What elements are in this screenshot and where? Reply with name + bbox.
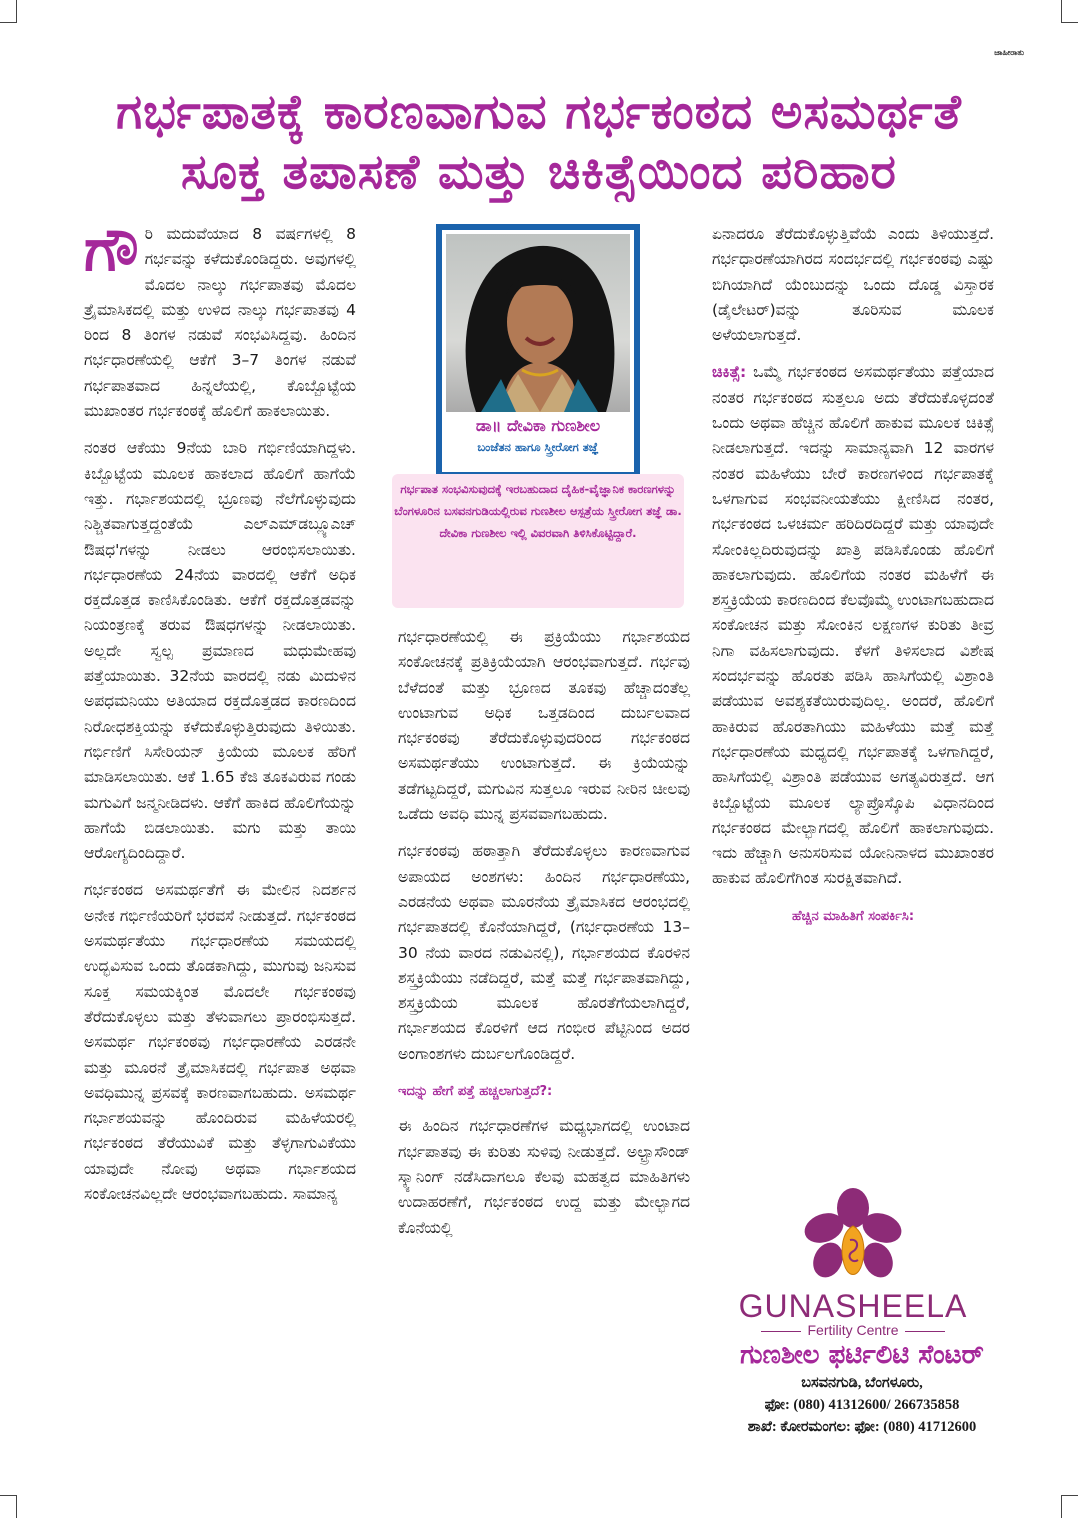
crop-mark-bottom-right [1061,1495,1078,1518]
branch-phone: ಶಾಖೆ: ಕೋರಮಂಗಲ: ಫೋ: (080) 41712600 [747,1419,977,1435]
headline-line-1: ಗರ್ಭಪಾತಕ್ಕೆ ಕಾರಣವಾಗುವ ಗರ್ಭಕಂಠದ ಅಸಮರ್ಥತೆ [116,84,962,140]
logo-wordmark: GUNASHEELA [738,1288,968,1324]
treatment-label: ಚಿಕಿತ್ಸೆ: [712,363,747,382]
intro-box: ಗರ್ಭಪಾತ ಸಂಭವಿಸುವುದಕ್ಕೆ ಇರಬಹುದಾದ ದೈಹಿಕ-ವೈಜ್ಞಾನಿಕ ಕಾರಣಗಳನ್ನು ಬೆಂಗಳೂರಿನ ಬಸವನಗುಡಿಯಲ್ಲಿರುವ ಗುಣಶೀಲ ಆಸ್ಪತ್ರೆಯ ಸ್ತ್ರೀರೋಗ ತಜ್ಞೆ ಡಾ. ದೇವಿಕಾ ಗುಣಶೀಲ ಇಲ್ಲಿ ವಿವರವಾಗಿ ತಿಳಿಸಿಕೊಟ್ಟಿದ್ದಾರೆ. [392,474,684,608]
orchid-flower-icon [712,1188,994,1288]
logo-tagline [712,1322,994,1338]
contact-block [712,1338,1012,1438]
gunasheela-logo [712,1188,994,1338]
article-column-right [712,222,994,929]
crop-mark-bottom-left [0,1495,17,1518]
paragraph: ಈ ಹಿಂದಿನ ಗರ್ಭಧಾರಣೆಗಳ ಮಧ್ಯಭಾಗದಲ್ಲಿ ಉಂಟಾದ ಗರ್ಭಪಾತವು ಈ ಕುರಿತು ಸುಳಿವು ನೀಡುತ್ತದೆ. ಅಲ್ಟ್ರಾಸೌಂಡ್ ಸ್ಕ್ಯಾನಿಂಗ್ ನಡೆಸಿದಾಗಲೂ ಕೆಲವು ಮಹತ್ವದ ಮಾಹಿತಿಗಳು ಉದಾಹರಣೆಗೆ, ಗರ್ಭಕಂಠದ ಉದ್ದ ಮತ್ತು ಮೇಲ್ಭಾಗದ ಕೊನೆಯಲ್ಲಿ [398,1117,690,1237]
doctor-name: ಡಾ॥ ದೇವಿಕಾ ಗುಣಶೀಲ [475,416,601,435]
doctor-portrait-image [446,234,630,412]
divider [761,1331,801,1332]
treatment-text: ಒಮ್ಮೆ ಗರ್ಭಕಂಠದ ಅಸಮರ್ಥತೆಯು ಪತ್ತೆಯಾದ ನಂತರ ಗರ್ಭಕಂಠದ ಸುತ್ತಲೂ ಅದು ತೆರೆದುಕೊಳ್ಳದಂತೆ ಒಂದು ಅಥವಾ ಹೆಚ್ಚಿನ ಹೊಲಿಗೆ ಹಾಕುವ ಮೂಲಕ ಚಿಕಿತ್ಸೆ ನೀಡಲಾಗುತ್ತದೆ. ಇದನ್ನು ಸಾಮಾನ್ಯವಾಗಿ 12 ವಾರಗಳ ನಂತರ ಮಹಿಳೆಯು ಬೇರೆ ಕಾರಣಗಳಿಂದ ಗರ್ಭಪಾತಕ್ಕೆ ಒಳಗಾಗುವ ಸಂಭವನೀಯತೆಯು ಕ್ಷೀಣಿಸಿದ ನಂತರ, ಗರ್ಭಕಂಠದ ಒಳಚರ್ಮ ಹರಿದಿರದಿದ್ದರೆ ಮತ್ತು ಯಾವುದೇ ಸೋಂಕಿಲ್ಲದಿರುವುದನ್ನು ಖಾತ್ರಿ ಪಡಿಸಿಕೊಂಡು ಹೊಲಿಗೆ ಹಾಕಲಾಗುವುದು. ಹೊಲಿಗೆಯ ನಂತರ ಮಹಿಳೆಗೆ ಈ ಶಸ್ತ್ರಕ್ರಿಯೆಯ ಕಾರಣದಿಂದ ಕೆಲವೊಮ್ಮೆ ಉಂಟಾಗಬಹುದಾದ ಸಂಕೋಚನ ಮತ್ತು ಸೋಂಕಿನ ಲಕ್ಷಣಗಳ ಕುರಿತು ತೀವ್ರ ನಿಗಾ ವಹಿಸಲಾಗುವುದು. ಕೆಳಗೆ ತಿಳಿಸಲಾದ ವಿಶೇಷ ಸಂದರ್ಭವನ್ನು ಹೊರತು ಪಡಿಸಿ ಹಾಸಿಗೆಯಲ್ಲಿ ವಿಶ್ರಾಂತಿ ಪಡೆಯುವ ಅವಶ್ಯಕತೆಯಿರುವುದಿಲ್ಲ. ಅಂದರೆ, ಹೊಲಿಗೆ ಹಾಕಿರುವ ಹೊರತಾಗಿಯು ಮಹಿಳೆಯು ಮತ್ತೆ ಮತ್ತೆ ಗರ್ಭಧಾರಣೆಯ ಮಧ್ಯದಲ್ಲಿ ಗರ್ಭಪಾತಕ್ಕೆ ಒಳಗಾಗಿದ್ದರೆ, ಹಾಸಿಗೆಯಲ್ಲಿ ವಿಶ್ರಾಂತಿ ಪಡೆಯುವ ಅಗತ್ಯವಿರುತ್ತದೆ. ಆಗ ಕಿಬ್ಬೊಟ್ಟೆಯ ಮೂಲಕ ಲ್ಯಾಪ್ರೊಸ್ಕೊಪಿ ವಿಧಾನದಿಂದ ಗರ್ಭಕಂಠದ ಮೇಲ್ಭಾಗದಲ್ಲಿ ಹೊಲಿಗೆ ಹಾಕಲಾಗುವುದು. ಇದು ಹೆಚ್ಚಾಗಿ ಅನುಸರಿಸುವ ಯೋನಿನಾಳದ ಮುಖಾಂತರ ಹಾಕುವ ಹೊಲಿಗೆಗಿಂತ ಸುರಕ್ಷಿತವಾಗಿದೆ. [712,363,994,888]
paragraph: ಏನಾದರೂ ತೆರೆದುಕೊಳ್ಳುತ್ತಿವೆಯೆ ಎಂದು ತಿಳಿಯುತ್ತದೆ. ಗರ್ಭಧಾರಣೆಯಾಗಿರದ ಸಂದರ್ಭದಲ್ಲಿ ಗರ್ಭಕಂಠವು ಎಷ್ಟು ಬಿಗಿಯಾಗಿದೆ ಯೆಂಬುದನ್ನು ಒಂದು ದೊಡ್ಡ ವಿಸ್ತಾರಕ (ಡೈಲೇಟರ್)ವನ್ನು ತೂರಿಸುವ ಮೂಲಕ ಅಳೆಯಲಾಗುತ್ತದೆ. [712,225,994,345]
divider [905,1331,945,1332]
doctor-role: ಬಂಜೆತನ ಹಾಗೂ ಸ್ತ್ರೀರೋಗ ತಜ್ಞೆ [477,440,599,454]
address: ಬಸವನಗುಡಿ, ಬೆಂಗಳೂರು, [801,1375,923,1391]
paragraph: ಗರ್ಭಕಂಠದ ಅಸಮರ್ಥತೆಗೆ ಈ ಮೇಲಿನ ನಿದರ್ಶನ ಅನೇಕ ಗರ್ಭಿಣಿಯರಿಗೆ ಭರವಸೆ ನೀಡುತ್ತದೆ. ಗರ್ಭಕಂಠದ ಅಸಮರ್ಥತೆಯು ಗರ್ಭಧಾರಣೆಯ ಸಮಯದಲ್ಲಿ ಉದ್ಭವಿಸುವ ಒಂದು ತೊಡಕಾಗಿದ್ದು, ಮುಗುವು ಜನಿಸುವ ಸೂಕ್ತ ಸಮಯಕ್ಕಿಂತ ಮೊದಲೇ ಗರ್ಭಕಂಠವು ತೆರೆದುಕೊಳ್ಳಲು ಮತ್ತು ತೆಳುವಾಗಲು ಪ್ರಾರಂಭಿಸುತ್ತದೆ. ಅಸಮರ್ಥ ಗರ್ಭಕಂಠವು ಗರ್ಭಧಾರಣೆಯ ಎರಡನೇ ಮತ್ತು ಮೂರನೆ ತ್ರೈಮಾಸಿಕದಲ್ಲಿ ಗರ್ಭಪಾತ ಅಥವಾ ಅವಧಿಮುನ್ನ ಪ್ರಸವಕ್ಕೆ ಕಾರಣವಾಗಬಹುದು. ಅಸಮರ್ಥ ಗರ್ಭಾಶಯವನ್ನು ಹೊಂದಿರುವ ಮಹಿಳೆಯರಲ್ಲಿ ಗರ್ಭಕಂಠದ ತೆರೆಯುವಿಕೆ ಮತ್ತು ತೆಳ್ಳಗಾಗುವಿಕೆಯು ಯಾವುದೇ ನೋವು ಅಥವಾ ಗರ್ಭಾಶಯದ ಸಂಕೋಚನವಿಲ್ಲದೇ ಆರಂಭವಾಗಬಹುದು. ಸಾಮಾನ್ಯ [84,881,356,1203]
subheading-detection: ಇದನ್ನು ಹೇಗೆ ಪತ್ತೆ ಹಚ್ಚಲಾಗುತ್ತದೆ?: [398,1084,553,1100]
center-name: ಗುಣಶೀಲ ಫರ್ಟಿಲಿಟಿ ಸೆಂಟರ್ [740,1340,984,1370]
article-column-left [84,215,356,1219]
crop-mark-top-left [0,0,17,23]
headline-line-2: ಸೂಕ್ತ ತಪಾಸಣೆ ಮತ್ತು ಚಿಕಿತ್ಸೆಯಿಂದ ಪರಿಹಾರ [181,144,897,200]
paragraph [84,215,356,424]
logo-tagline-text: Fertility Centre [807,1322,899,1338]
drop-cap: ಗೌ [84,215,139,285]
paragraph-text: ರಿ ಮದುವೆಯಾದ 8 ವರ್ಷಗಳಲ್ಲಿ 8 ಗರ್ಭವನ್ನು ಕಳೆದುಕೊಂಡಿದ್ದರು. ಅವುಗಳಲ್ಲಿ ಮೊದಲ ನಾಲ್ಕು ಗರ್ಭಪಾತವು ಮೊದಲ ತ್ರೈಮಾಸಿಕದಲ್ಲಿ ಮತ್ತು ಉಳಿದ ನಾಲ್ಕು ಗರ್ಭಪಾತವು 4 ರಿಂದ 8 ತಿಂಗಳ ನಡುವೆ ಸಂಭವಿಸಿದ್ದವು. ಹಿಂದಿನ ಗರ್ಭಧಾರಣೆಯಲ್ಲಿ ಆಕೆಗೆ 3–7 ತಿಂಗಳ ನಡುವೆ ಗರ್ಭಪಾತವಾದ ಹಿನ್ನಲೆಯಲ್ಲಿ, ಕೊಬ್ಬೊಟ್ಟೆಯ ಮುಖಾಂತರ ಗರ್ಭಕಂಠಕ್ಕೆ ಹೊಲಿಗೆ ಹಾಕಲಾಯಿತು. [84,225,356,421]
article-column-middle [398,625,690,1253]
paragraph: ಗರ್ಭಧಾರಣೆಯಲ್ಲಿ ಈ ಪ್ರಕ್ರಿಯೆಯು ಗರ್ಭಾಶಯದ ಸಂಕೋಚನಕ್ಕೆ ಪ್ರತಿಕ್ರಿಯೆಯಾಗಿ ಆರಂಭವಾಗುತ್ತದೆ. ಗರ್ಭವು ಬೆಳೆದಂತೆ ಮತ್ತು ಭ್ರೂಣದ ತೂಕವು ಹೆಚ್ಚಾದಂತೆಲ್ಲ ಉಂಟಾಗುವ ಅಧಿಕ ಒತ್ತಡದಿಂದ ದುರ್ಬಲವಾದ ಗರ್ಭಕಂಠವು ತೆರೆದುಕೊಳ್ಳುವುದರಿಂದ ಗರ್ಭಕಂಠದ ಅಸಮರ್ಥತೆಯು ಉಂಟಾಗುತ್ತದೆ. ಈ ಕ್ರಿಯೆಯನ್ನು ತಡೆಗಟ್ಟದಿದ್ದರೆ, ಮಗುವಿನ ಸುತ್ತಲೂ ಇರುವ ನೀರಿನ ಚೀಲವು ಒಡೆದು ಅವಧಿ ಮುನ್ನ ಪ್ರಸವವಾಗಬಹುದು. [398,628,690,824]
contact-title: ಹೆಚ್ಚಿನ ಮಾಹಿತಿಗೆ ಸಂಪರ್ಕಿಸಿ: [791,908,915,924]
paragraph: ಗರ್ಭಕಂಠವು ಹಠಾತ್ತಾಗಿ ತೆರೆದುಕೊಳ್ಳಲು ಕಾರಣವಾಗುವ ಅಪಾಯದ ಅಂಶಗಳು: ಹಿಂದಿನ ಗರ್ಭಧಾರಣೆಯು, ಎರಡನೆಯ ಅಥವಾ ಮೂರನೆಯ ತ್ರೈಮಾಸಿಕದ ಆರಂಭದಲ್ಲಿ ಗರ್ಭಪಾತದಲ್ಲಿ ಕೊನೆಯಾಗಿದ್ದರೆ, (ಗರ್ಭಧಾರಣೆಯ 13–30 ನೆಯ ವಾರದ ನಡುವಿನಲ್ಲಿ), ಗರ್ಭಾಶಯದ ಕೊರಳಿನ ಶಸ್ತ್ರಕ್ರಿಯೆಯು ನಡೆದಿದ್ದರೆ, ಮತ್ತೆ ಮತ್ತೆ ಗರ್ಭಪಾತವಾಗಿದ್ದು, ಶಸ್ತ್ರಕ್ರಿಯೆಯ ಮೂಲಕ ಹೊರತೆಗೆಯಲಾಗಿದ್ದರೆ, ಗರ್ಭಾಶಯದ ಕೊರಳಿಗೆ ಆದ ಗಂಭೀರ ಪೆಟ್ಟಿನಿಂದ ಅದರ ಅಂಗಾಂಶಗಳು ದುರ್ಬಲಗೊಂಡಿದ್ದರೆ. [398,842,690,1063]
phone: ಫೋ: (080) 41312600/ 266735858 [764,1397,960,1413]
paragraph: ನಂತರ ಆಕೆಯು 9ನೆಯ ಬಾರಿ ಗರ್ಭಿಣಿಯಾಗಿದ್ದಳು. ಕಿಬ್ಬೊಟ್ಟೆಯ ಮೂಲಕ ಹಾಕಲಾದ ಹೊಲಿಗೆ ಹಾಗೆಯೆ ಇತ್ತು. ಗರ್ಭಾಶಯದಲ್ಲಿ ಭ್ರೂಣವು ನೆಲೆಗೊಳ್ಳುವುದು ನಿಶ್ಚಿತವಾಗುತ್ತದ್ದಂತೆಯೆ ಎಲ್‌ಎಮ್‌ಡಬ್ಲ್ಯೂಎಚ್ ಔಷಧ'ಗಳನ್ನು ನೀಡಲು ಆರಂಭಿಸಲಾಯಿತು. ಗರ್ಭಧಾರಣೆಯ 24ನೆಯ ವಾರದಲ್ಲಿ ಆಕೆಗೆ ಅಧಿಕ ರಕ್ತದೊತ್ತಡ ಕಾಣಿಸಿಕೊಂಡಿತು. ಆಕೆಗೆ ರಕ್ತದೊತ್ತಡವನ್ನು ನಿಯಂತ್ರಣಕ್ಕೆ ತರುವ ಔಷಧಗಳನ್ನು ನೀಡಲಾಯಿತು. ಅಲ್ಲದೇ ಸ್ವಲ್ಪ ಪ್ರಮಾಣದ ಮಧುಮೇಹವು ಪತ್ತೆಯಾಯಿತು. 32ನೆಯ ವಾರದಲ್ಲಿ ನಡು ಮಿದುಳಿನ ಅಪಧಮನಿಯು ಅತಿಯಾದ ರಕ್ತದೊತ್ತಡದ ಕಾರಣದಿಂದ ನಿರೋಧಶಕ್ತಿಯನ್ನು ಕಳೆದುಕೊಳ್ಳುತ್ತಿರುವುದು ತಿಳಿಯಿತು. ಗರ್ಭಿಣಿಗೆ ಸಿಸೇರಿಯನ್ ಕ್ರಿಯೆಯ ಮೂಲಕ ಹೆರಿಗೆ ಮಾಡಿಸಲಾಯಿತು. ಆಕೆ 1.65 ಕೆಜಿ ತೂಕವಿರುವ ಗಂಡು ಮಗುವಿಗೆ ಜನ್ಮನೀಡಿದಳು. ಆಕೆಗೆ ಹಾಕಿದ ಹೊಲಿಗೆಯನ್ನು ಹಾಗೆಯೆ ಬಿಡಲಾಯಿತು. ಮಗು ಮತ್ತು ತಾಯಿ ಆರೋಗ್ಯದಿಂದಿದ್ದಾರೆ. [84,439,356,863]
paragraph [712,360,994,891]
crop-mark-top-right [1061,0,1078,23]
doctor-photo-frame [436,224,640,478]
section-tag: ಜಾಹೀರಾತು [994,48,1024,57]
